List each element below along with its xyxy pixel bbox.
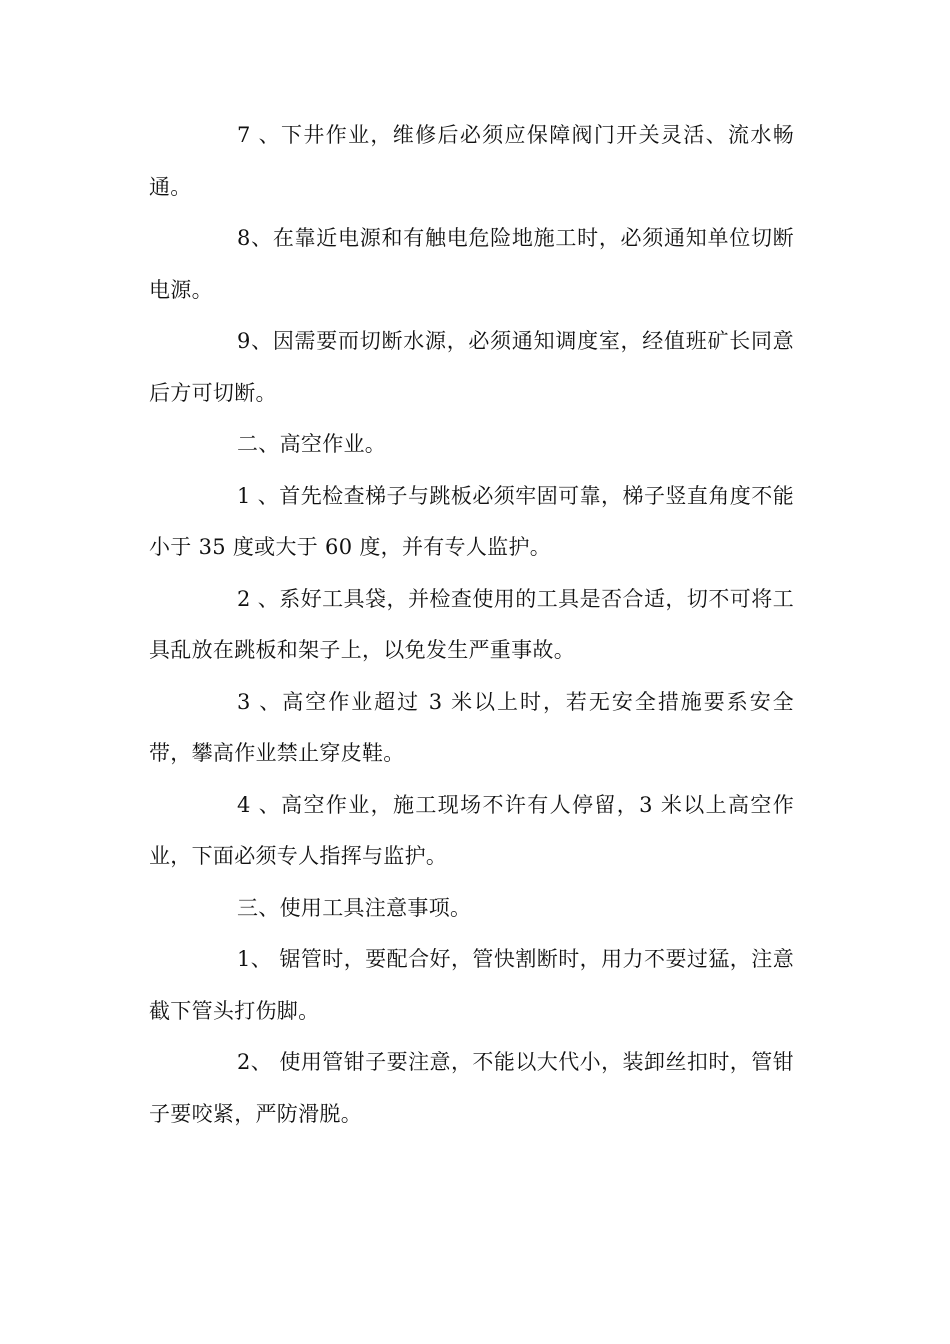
- document-body: [149, 110, 794, 1140]
- paragraph-item-1-ladder: 1 、首先检查梯子与跳板必须牢固可靠，梯子竖直角度不能小于 35 度或大于 60 度，并有专人监护。: [149, 483, 794, 559]
- paragraph-item-8-power: 8、在靠近电源和有触电危险地施工时，必须通知单位切断电源。: [149, 226, 794, 302]
- paragraph-item-3-safety-belt: 3 、高空作业超过 3 米以上时，若无安全措施要系安全带，攀高作业禁止穿皮鞋。: [149, 689, 794, 765]
- paragraph-item-9-water: 9、因需要而切断水源，必须通知调度室，经值班矿长同意后方可切断。: [149, 329, 794, 405]
- paragraph-item-7-valve: 7 、下井作业，维修后必须应保障阀门开关灵活、流水畅通。: [149, 123, 794, 199]
- paragraph-item-2-tool-bag: 2 、系好工具袋，并检查使用的工具是否合适，切不可将工具乱放在跳板和架子上，以免发生严重事故。: [149, 586, 794, 662]
- paragraph-item-4-site-monitoring: 4 、高空作业，施工现场不许有人停留，3 米以上高空作业，下面必须专人指挥与监护。: [149, 792, 794, 868]
- section-heading-high-altitude: 二、高空作业。: [237, 432, 387, 456]
- paragraph-item-1-pipe-saw: 1、 锯管时，要配合好，管快割断时，用力不要过猛，注意截下管头打伤脚。: [149, 947, 794, 1023]
- paragraph-item-2-pipe-wrench: 2、 使用管钳子要注意，不能以大代小，装卸丝扣时，管钳子要咬紧，严防滑脱。: [149, 1050, 794, 1126]
- section-heading-tool-usage: 三、使用工具注意事项。: [237, 895, 472, 920]
